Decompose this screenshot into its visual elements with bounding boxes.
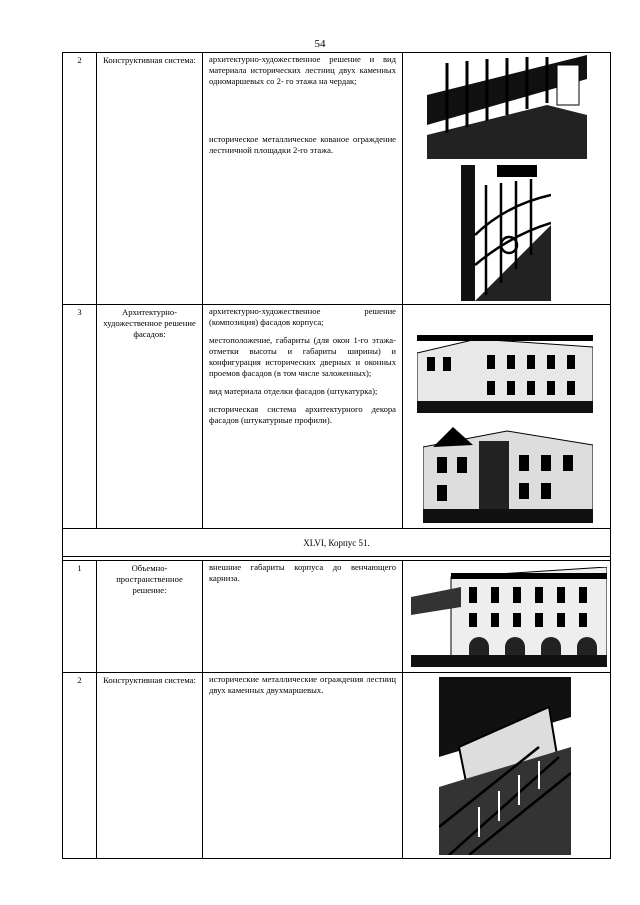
row-title: Конструктивная система:	[97, 673, 203, 859]
row-number: 2	[63, 673, 97, 859]
row-description	[203, 561, 403, 673]
facade-photo	[423, 417, 593, 523]
row-title: Архитектурно-художественное решение фасадов:	[97, 305, 203, 529]
description-paragraph: местоположение, габариты (для окон 1-го этажа-отметки высоты и габариты ширины) и конфигурация исторических дверных и оконных проемов фасадов (в том числе заложенных);	[209, 335, 396, 378]
description-paragraph: исторические металлические ограждения лестниц двух каменных двухмаршевых.	[209, 674, 396, 695]
row-number: 1	[63, 561, 97, 673]
photo-cell	[403, 53, 611, 305]
row-description	[203, 673, 403, 859]
row-number: 3	[63, 305, 97, 529]
page-number: 54	[314, 38, 326, 50]
description-paragraph: историческое металлическое кованое ограждение лестничной площадки 2-го этажа.	[209, 134, 396, 155]
description-paragraph: архитектурно-художественное решение и вид материала исторических лестниц двух каменных одномаршевых со 2- го этажа на чердак;	[209, 54, 396, 86]
row-number: 2	[63, 53, 97, 305]
row-description	[203, 53, 403, 305]
photo-cell	[403, 673, 611, 859]
description-paragraph: архитектурно-художественное решение (композиция) фасадов корпуса;	[209, 306, 396, 327]
photo-cell	[403, 305, 611, 529]
row-title: Объемно-пространственное решение:	[97, 561, 203, 673]
building-photo	[411, 567, 607, 667]
stair-railing-photo	[439, 677, 571, 855]
railing-photo	[461, 165, 551, 301]
description-paragraph: историческая система архитектурного декора фасадов (штукатурные профили).	[209, 404, 396, 425]
facade-photo	[417, 317, 593, 413]
photo-cell	[403, 561, 611, 673]
staircase-photo	[427, 55, 587, 159]
description-paragraph: внешние габариты корпуса до венчающего карниза.	[209, 562, 396, 583]
row-description	[203, 305, 403, 529]
document-table	[62, 52, 611, 859]
row-title: Конструктивная система:	[97, 53, 203, 305]
description-paragraph: вид материала отделки фасадов (штукатурка);	[209, 386, 378, 396]
section-header: XLVI, Корпус 51.	[63, 529, 611, 557]
